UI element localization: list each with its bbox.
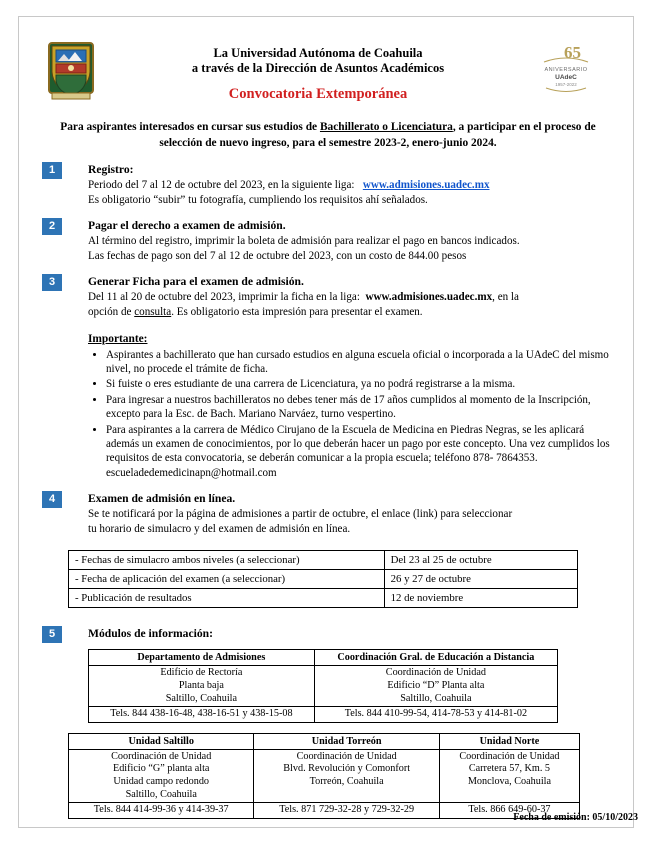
modules-1-cell-2-line-2: Edificio “D” Planta alta (387, 680, 485, 691)
list-item: • Para aspirantes a la carrera de Médico Cirujano de la Escuela de Medicina en Piedras Negras, se les aplicará además un examen de conocimientos, por lo que deberán hacer un pago por este concepto. Una vez cumplidos los requisitos de esta convocatoria, se deberán comunicar a la propia escuela; teléfono 878- 7864353. escueladedemedicinapn@hotmail.com (106, 423, 616, 481)
modules-table-1 (88, 649, 558, 722)
step-2-line-1: Al término del registro, imprimir la boleta de admisión para realizar el pago en bancos indicados. (88, 235, 520, 248)
list-item: • Si fuiste o eres estudiante de una carrera de Licenciatura, ya no podrá registrarse a la misma. (106, 377, 616, 391)
intro-underlined: Bachillerato o Licenciatura (319, 121, 453, 133)
schedule-value-1: Del 23 al 25 de octubre (384, 551, 577, 570)
modules-1-phone-2: Tels. 844 410-99-54, 414-78-53 y 414-81-02 (314, 707, 557, 723)
table-row (69, 570, 578, 589)
important-section (40, 333, 616, 481)
modules-table-2 (68, 733, 580, 819)
header-text-block (110, 46, 526, 103)
intro-paragraph (40, 120, 616, 151)
schedule-value-3: 12 de noviembre (384, 589, 577, 608)
step-number-badge-4: 4 (42, 491, 62, 508)
modules-2-phone-3: Tels. 866 649-60-37 (439, 803, 579, 819)
step-3-line-2-pre: opción de (88, 305, 135, 318)
modules-2-phone-1: Tels. 844 414-99-36 y 414-39-37 (69, 803, 254, 819)
schedule-table (68, 550, 578, 608)
modules-1-cell-2-line-3: Saltillo, Coahuila (400, 692, 472, 704)
page-title: Convocatoria Extemporánea (228, 86, 408, 102)
step-number-badge-1: 1 (42, 162, 62, 179)
svg-text:ANIVERSARIO: ANIVERSARIO (544, 67, 588, 73)
step-4-line-1: Se te notificará por la página de admisiones a partir de octubre, el enlace (link) para seleccionar (88, 508, 513, 521)
schedule-label-1: - Fechas de simulacro ambos niveles (a seleccionar) (69, 551, 385, 570)
65-aniversario-uadec-logo-icon (534, 38, 598, 102)
modules-2-cell-3-line-3: Monclova, Coahuila (467, 775, 552, 787)
modules-2-cell-1 (69, 749, 254, 802)
modules-1-cell-1 (89, 666, 315, 707)
modules-2-cell-2-line-2: Blvd. Revolución y Comonfort (283, 763, 411, 775)
header-line-1: La Universidad Autónoma de Coahuila (213, 46, 423, 60)
step-number-badge-2: 2 (42, 218, 62, 235)
modules-1-cell-2 (314, 666, 557, 707)
important-title: Importante: (88, 332, 148, 345)
step-2-line-2: Las fechas de pago son del 7 al 12 de octubre del 2023, con un costo de 844.00 pesos (88, 249, 467, 262)
intro-part-1: Para aspirantes interesados en cursar sus estudios de (60, 121, 320, 133)
step-number-badge-3: 3 (42, 274, 62, 291)
step-1-line-2: Es obligatorio “subir” tu fotografía, cumpliendo los requisitos ahí señalados. (88, 193, 428, 206)
modules-1-header-2: Coordinación Gral. de Educación a Distancia (314, 650, 557, 666)
step-2-title: Pagar el derecho a examen de admisión. (88, 219, 286, 233)
list-item: • Aspirantes a bachillerato que han cursado estudios en alguna escuela oficial o incorporada a la UAdeC del mismo nivel, no procede el trámite de ficha. (106, 348, 616, 377)
modules-1-cell-1-line-2: Planta baja (178, 680, 224, 691)
intro-semester: 2023-2, enero-junio 2024. (374, 136, 497, 149)
modules-1-phone-1: Tels. 844 438-16-48, 438-16-51 y 438-15-08 (89, 707, 315, 723)
consulta-underlined: consulta (134, 305, 172, 318)
emission-date: Fecha de emisión: 05/10/2023 (513, 812, 638, 823)
modules-1-header-1: Departamento de Admisiones (89, 650, 315, 666)
step-4-line-2: tu horario de simulacro y del examen de admisión en línea. (88, 522, 351, 535)
table-row (89, 707, 558, 723)
modules-2-cell-1-line-2: Edificio “G” planta alta (112, 763, 210, 775)
modules-1-cell-2-line-1: Coordinación de Unidad (385, 667, 486, 679)
table-row (69, 551, 578, 570)
table-row (69, 589, 578, 608)
modules-2-cell-1-line-4: Saltillo, Coahuila (125, 788, 197, 800)
step-3-line-1-pre: Del 11 al 20 de octubre del 2023, imprimir la ficha en la liga: (88, 291, 360, 304)
step-3-body (88, 290, 616, 319)
step-3-line-2-post: . Es obligatorio esta impresión para presentar el examen. (171, 305, 423, 318)
step-5-modulos (40, 626, 616, 641)
document-content (40, 36, 616, 819)
modules-2-header-2: Unidad Torreón (254, 733, 439, 749)
table-header-row (69, 733, 580, 749)
step-2-body (88, 234, 616, 263)
admisiones-link-1[interactable]: www.admisiones.uadec.mx (362, 179, 490, 191)
step-5-title: Módulos de información: (88, 627, 213, 641)
header-line-2: a través de la Dirección de Asuntos Académicos (191, 61, 445, 75)
admisiones-link-2[interactable]: www.admisiones.uadec.mx (365, 291, 493, 304)
step-1-line-1: Periodo del 7 al 12 de octubre del 2023, en la siguiente liga: (88, 179, 355, 191)
modules-1-cell-1-line-3: Saltillo, Coahuila (165, 692, 238, 704)
modules-2-cell-3-line-1: Coordinación de Unidad (459, 750, 560, 762)
coahuila-coat-of-arms-icon (48, 42, 94, 100)
intro-part-2: , a participar en el proceso de selección de nuevo ingreso, para el semestre (159, 121, 596, 149)
step-1-title: Registro: (88, 163, 134, 176)
schedule-label-3: - Publicación de resultados (69, 589, 385, 608)
step-3-ficha (40, 274, 616, 319)
step-4-title: Examen de admisión en línea. (88, 492, 236, 506)
step-4-body (88, 507, 616, 536)
modules-2-cell-1-line-1: Coordinación de Unidad (111, 750, 212, 762)
schedule-table-wrapper (68, 550, 578, 608)
table-row (89, 666, 558, 707)
step-3-title: Generar Ficha para el examen de admisión. (88, 275, 304, 289)
step-1-body (88, 178, 616, 207)
modules-2-cell-2-line-3: Torreón, Coahuila (309, 775, 384, 787)
step-number-badge-5: 5 (42, 626, 62, 643)
modules-table-1-wrapper (88, 649, 558, 722)
table-row (69, 803, 580, 819)
document-header (40, 36, 616, 116)
modules-2-cell-2-line-1: Coordinación de Unidad (296, 750, 397, 762)
svg-text:65: 65 (564, 43, 581, 62)
modules-2-cell-2 (254, 749, 439, 802)
modules-2-header-3: Unidad Norte (439, 733, 579, 749)
modules-2-header-1: Unidad Saltillo (69, 733, 254, 749)
step-2-pago (40, 218, 616, 263)
important-bullet-list (88, 348, 616, 481)
modules-1-cell-1-line-1: Edificio de Rectoría (160, 667, 243, 679)
svg-text:1957-2022: 1957-2022 (555, 82, 577, 87)
modules-2-phone-2: Tels. 871 729-32-28 y 729-32-29 (254, 803, 439, 819)
svg-text:UAdeC: UAdeC (555, 74, 577, 81)
modules-2-cell-3-line-2: Carretera 57, Km. 5 (468, 763, 551, 775)
modules-table-2-wrapper (68, 733, 580, 819)
schedule-label-2: - Fecha de aplicación del examen (a seleccionar) (69, 570, 385, 589)
step-4-examen (40, 491, 616, 536)
step-1-registro (40, 162, 616, 207)
table-row (69, 749, 580, 802)
table-header-row (89, 650, 558, 666)
modules-2-cell-1-line-3: Unidad campo redondo (113, 775, 210, 787)
step-3-line-1-post: , en la (492, 291, 519, 304)
schedule-value-2: 26 y 27 de octubre (384, 570, 577, 589)
list-item: • Para ingresar a nuestros bachilleratos no debes tener más de 17 años cumplidos al momento de la Inscripción, excepto para la Esc. de Bach. Mariano Narváez, turno vespertino. (106, 393, 616, 422)
modules-2-cell-3 (439, 749, 579, 802)
